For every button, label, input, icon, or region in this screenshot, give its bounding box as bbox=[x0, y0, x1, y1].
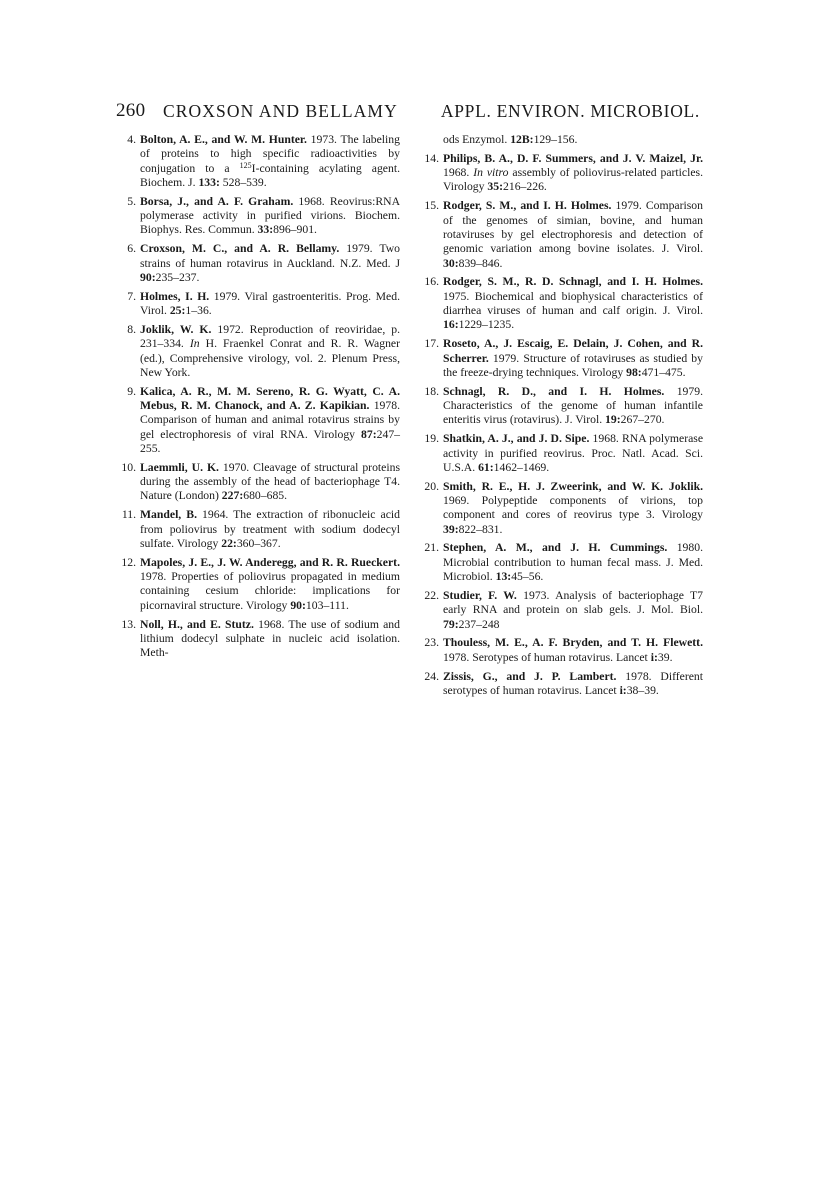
page-header bbox=[116, 100, 700, 124]
reference-20: 20. Smith, R. E., H. J. Zweerink, and W. K. Joklik. 1969. Polypeptide components of virions, top component and cores of reovirus type 3. Virology 39:822–831. bbox=[424, 479, 703, 536]
reference-13-continuation: ods Enzymol. 12B:129–156. bbox=[443, 133, 578, 146]
references-right-column bbox=[421, 133, 703, 703]
running-head: CROXSON AND BELLAMY bbox=[163, 101, 398, 121]
reference-10: 10. Laemmli, U. K. 1970. Cleavage of structural proteins during the assembly of the head of bacteriophage T4. Nature (London) 227:680–685. bbox=[121, 460, 400, 503]
journal-name: APPL. ENVIRON. MICROBIOL. bbox=[440, 101, 700, 121]
reference-24: 24. Zissis, G., and J. P. Lambert. 1978. Different serotypes of human rotavirus. Lancet i:38–39. bbox=[424, 669, 704, 697]
reference-8: 8. Joklik, W. K. 1972. Reproduction of reoviridae, p. 231–334. In H. Fraenkel Conrat and R. R. Wagner (ed.), Comprehensive virology, vol. 2. Plenum Press, New York. bbox=[127, 322, 400, 379]
references-left-column bbox=[118, 133, 400, 665]
reference-4: 4. Bolton, A. E., and W. M. Hunter. 1973. The labeling of proteins to high specific radioactivities by conjugation to a $^{125}$I-containing acylating agent. Biochem. J. 133: 528–539. bbox=[127, 133, 400, 189]
reference-12: 12. Mapoles, J. E., J. W. Anderegg, and R. R. Rueckert. 1978. Properties of poliovirus propagated in medium containing cesium chloride: implications for picornaviral structure. Virology 90:103–111. bbox=[121, 555, 400, 612]
reference-9: 9. Kalica, A. R., M. M. Sereno, R. G. Wyatt, C. A. Mebus, R. M. Chanock, and A. Z. Kapikian. 1978. Comparison of human and animal rotavirus strains by gel electrophoresis of viral RNA. Virology 87:247–255. bbox=[127, 384, 400, 455]
reference-23: 23. Thouless, M. E., A. F. Bryden, and T. H. Flewett. 1978. Serotypes of human rotavirus. Lancet i:39. bbox=[424, 636, 703, 664]
reference-15: 15. Rodger, S. M., and I. H. Holmes. 1979. Comparison of the genomes of simian, bovine, and human rotaviruses by gel electrophoresis and detection of genomic variation among bovine isolates. J. Virol. 30:839–846. bbox=[424, 199, 703, 270]
reference-5: 5. Borsa, J., and A. F. Graham. 1968. Reovirus:RNA polymerase activity in purified virions. Biochem. Biophys. Res. Commun. 33:896–901. bbox=[127, 194, 401, 237]
reference-6: 6. Croxson, M. C., and A. R. Bellamy. 1979. Two strains of human rotavirus in Auckland. N.Z. Med. J 90:235–237. bbox=[127, 242, 400, 284]
reference-21: 21. Stephen, A. M., and J. H. Cummings. 1980. Microbial contribution to human fecal mass. J. Med. Microbiol. 13:45–56. bbox=[424, 541, 703, 584]
reference-7: 7. Holmes, I. H. 1979. Viral gastroenteritis. Prog. Med. Virol. 25:1–36. bbox=[127, 289, 400, 318]
reference-11: 11. Mandel, B. 1964. The extraction of ribonucleic acid from poliovirus by treatment with sodium dodecyl sulfate. Virology 22:360–367. bbox=[121, 508, 400, 550]
reference-13: 13. Noll, H., and E. Stutz. 1968. The use of sodium and lithium dodecyl sulphate in nucleic acid isolation. Meth- bbox=[121, 617, 400, 660]
reference-19: 19. Shatkin, A. J., and J. D. Sipe. 1968. RNA polymerase activity in purified reovirus. Proc. Natl. Acad. Sci. U.S.A. 61:1462–1469. bbox=[424, 432, 704, 474]
page-number: 260 bbox=[116, 100, 146, 121]
reference-18: 18. Schnagl, R. D., and I. H. Holmes. 1979. Characteristics of the genome of human infantile enteritis virus (rotavirus). J. Virol. 19:267–270. bbox=[424, 384, 704, 427]
reference-16: 16. Rodger, S. M., R. D. Schnagl, and I. H. Holmes. 1975. Biochemical and biophysical characteristics of diarrhea viruses of human and calf origin. J. Virol. 16:1229–1235. bbox=[424, 275, 703, 332]
reference-17: 17. Roseto, A., J. Escaig, E. Delain, J. Cohen, and R. Scherrer. 1979. Structure of rotaviruses as studied by the freeze-drying techniques. Virology 98:471–475. bbox=[424, 337, 703, 379]
reference-14: 14. Philips, B. A., D. F. Summers, and J. V. Maizel, Jr. 1968. In vitro assembly of poliovirus-related particles. Virology 35:216–226. bbox=[424, 151, 703, 194]
reference-22: 22. Studier, F. W. 1973. Analysis of bacteriophage T7 early RNA and protein on slab gels. J. Mol. Biol. 79:237–248 bbox=[424, 588, 703, 631]
